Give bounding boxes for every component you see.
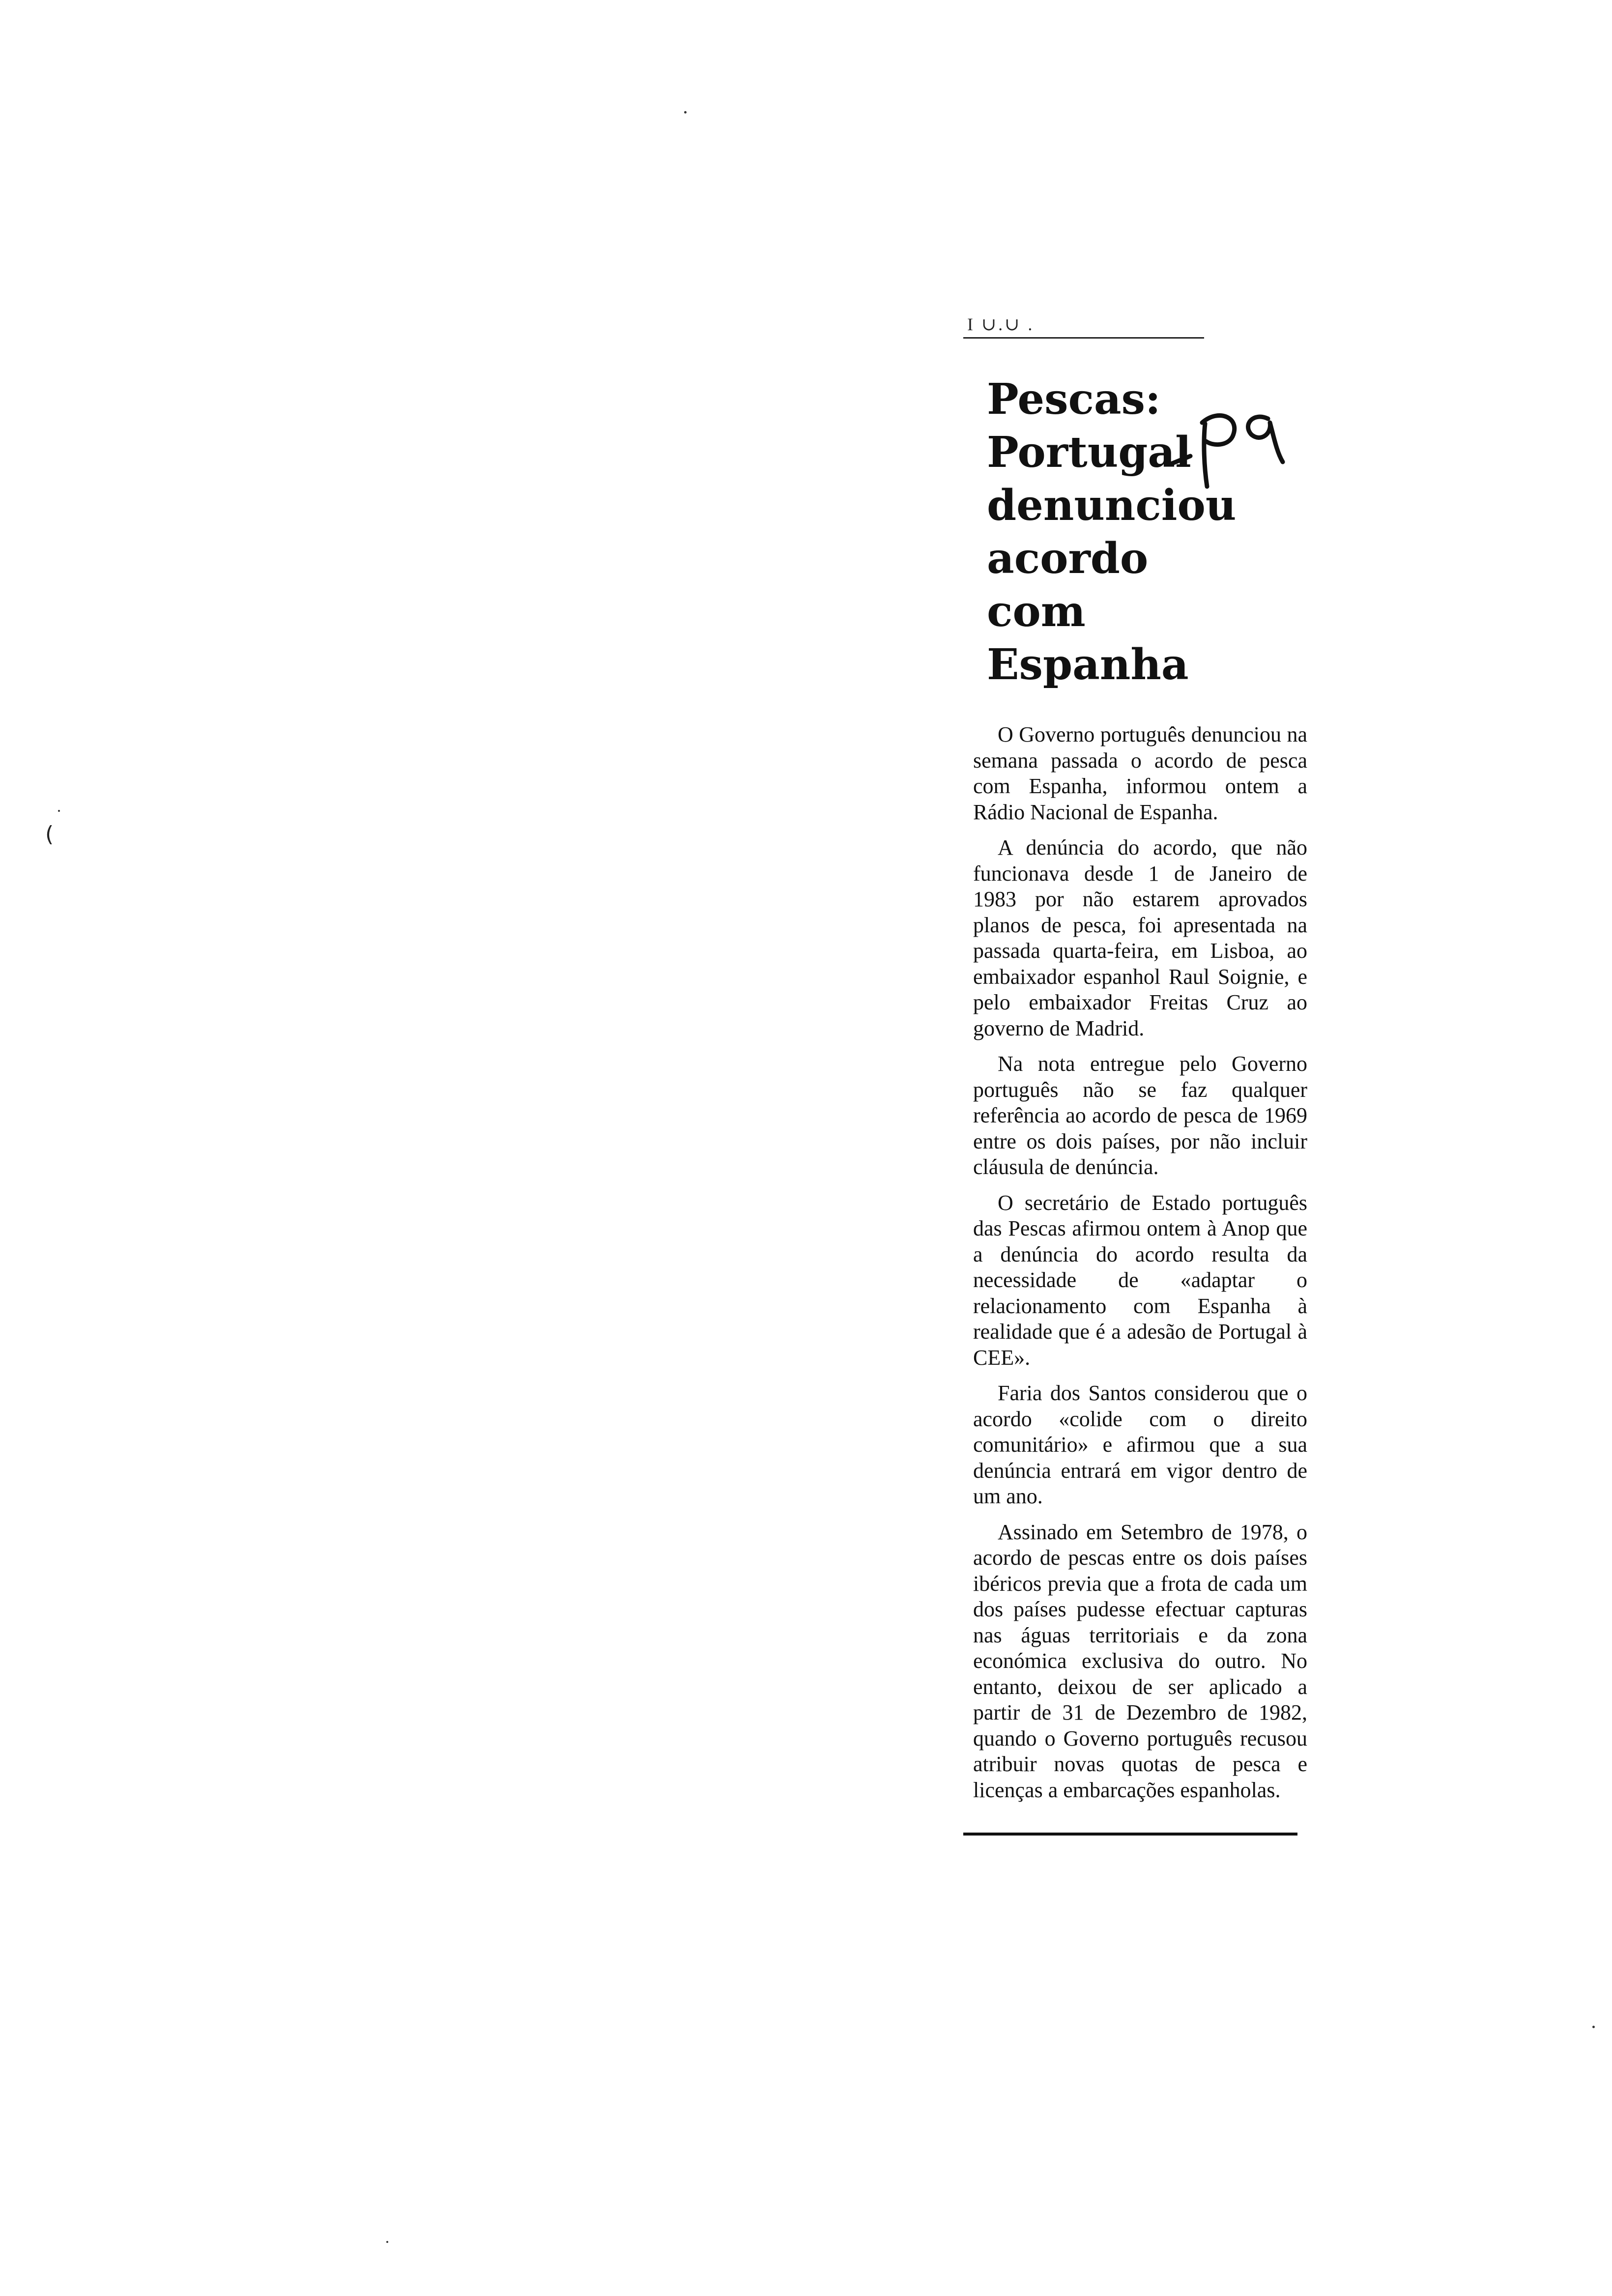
top-rule xyxy=(963,337,1204,339)
article-paragraph: Faria dos Santos considerou que o acordo «colide com o direito comunitário» e afirmou que a sua denúncia entrará em vigor dentro de um ano. xyxy=(973,1381,1307,1508)
headline-line-4: acordo xyxy=(987,534,1149,583)
scan-speck xyxy=(1592,2026,1595,2028)
margin-mark: ( xyxy=(45,822,54,847)
scan-speck xyxy=(684,111,687,114)
headline-line-5: com xyxy=(987,587,1086,636)
scan-speck xyxy=(58,810,60,812)
headline-line-3: denunciou xyxy=(987,481,1237,530)
headline-line-2: Portugal xyxy=(987,428,1191,477)
article-paragraph: Assinado em Setembro de 1978, o acordo de pescas entre os dois países ibéricos previa que a frota de cada um dos países pudesse efectuar capturas nas águas territoriais e da zona económica exclusiva do outro. No entanto, deixou de ser aplicado a partir de 31 de Dezembro de 1982, quando o Governo português recusou atribuir novas quotas de pesca e licenças a embarcações espanholas. xyxy=(973,1520,1307,1802)
bottom-rule xyxy=(963,1833,1297,1836)
article-paragraph: A denúncia do acordo, que não funcionava desde 1 de Janeiro de 1983 por não estarem aprovados planos de pesca, foi apresentada na passada quarta-feira, em Lisboa, ao embaixador espanhol Raul Soignie, e pelo embaixador Freitas Cruz ao governo de Madrid. xyxy=(973,835,1307,1040)
headline-line-1: Pescas: xyxy=(987,374,1161,424)
newspaper-clipping xyxy=(963,315,1317,1836)
article-body xyxy=(973,722,1307,1803)
article-paragraph: O Governo português denunciou na semana passada o acordo de pesca com Espanha, informou ontem a Rádio Nacional de Espanha. xyxy=(973,722,1307,824)
headline-line-6: Espanha xyxy=(987,640,1189,689)
scan-speck xyxy=(386,2241,388,2243)
handwritten-annotation xyxy=(1160,393,1297,491)
clipping-top-mark: I ∪.∪ . xyxy=(967,315,1035,334)
article-paragraph: Na nota entregue pelo Governo português não se faz qualquer referência ao acordo de pesca de 1969 entre os dois países, por não incluir cláusula de denúncia. xyxy=(973,1052,1307,1179)
article-paragraph: O secretário de Estado português das Pescas afirmou ontem à Anop que a denúncia do acordo resulta da necessidade de «adaptar o relacionamento com Espanha à realidade que é a adesão de Portugal à CEE». xyxy=(973,1190,1307,1370)
